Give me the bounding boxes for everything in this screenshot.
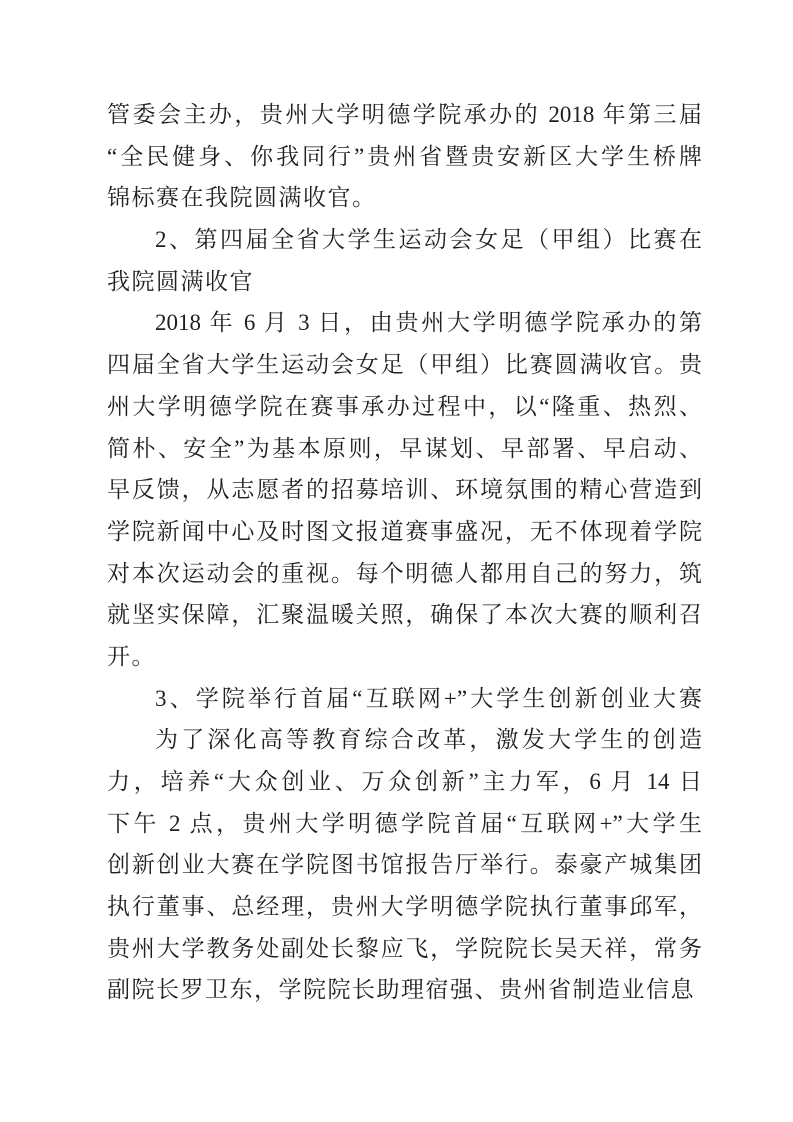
text-line: 下午 2 点，贵州大学明德学院首届“互联网+”大学生 — [107, 810, 702, 836]
text-line: 2、第四届全省大学生运动会女足（甲组）比赛在 — [155, 227, 702, 253]
text-line: 州大学明德学院在赛事承办过程中，以“隆重、热烈、 — [107, 393, 702, 419]
text-line: 执行董事、总经理，贵州大学明德学院执行董事邱军， — [107, 894, 702, 920]
text-line: 2018 年 6 月 3 日，由贵州大学明德学院承办的第 — [155, 310, 702, 336]
text-line: 我院圆满收官 — [107, 268, 254, 294]
text-line: 锦标赛在我院圆满收官。 — [107, 185, 377, 211]
document-body — [107, 94, 702, 1011]
text-line: 早反馈，从志愿者的招募培训、环境氛围的精心营造到 — [107, 477, 702, 503]
text-line: 创新创业大赛在学院图书馆报告厅举行。泰豪产城集团 — [107, 852, 702, 878]
text-line: 开。 — [107, 643, 156, 669]
text-line: 四届全省大学生运动会女足（甲组）比赛圆满收官。贵 — [107, 352, 702, 378]
text-line: 力，培养“大众创业、万众创新”主力军，6 月 14 日 — [107, 769, 702, 794]
text-line: 为了深化高等教育综合改革，激发大学生的创造 — [155, 727, 702, 753]
text-line: “全民健身、你我同行”贵州省暨贵安新区大学生桥牌 — [107, 143, 702, 169]
text-line: 副院长罗卫东，学院院长助理宿强、贵州省制造业信息 — [107, 977, 695, 1003]
text-line: 管委会主办，贵州大学明德学院承办的 2018 年第三届 — [107, 102, 702, 127]
text-line: 3、学院举行首届“互联网+”大学生创新创业大赛 — [155, 685, 702, 711]
text-line: 就坚实保障，汇聚温暖关照，确保了本次大赛的顺利召 — [107, 602, 702, 628]
text-line: 简朴、安全”为基本原则，早谋划、早部署、早启动、 — [107, 435, 702, 461]
text-line: 学院新闻中心及时图文报道赛事盛况，无不体现着学院 — [107, 518, 702, 544]
text-line: 贵州大学教务处副处长黎应飞，学院院长吴天祥，常务 — [107, 935, 702, 961]
text-line: 对本次运动会的重视。每个明德人都用自己的努力，筑 — [107, 560, 702, 586]
